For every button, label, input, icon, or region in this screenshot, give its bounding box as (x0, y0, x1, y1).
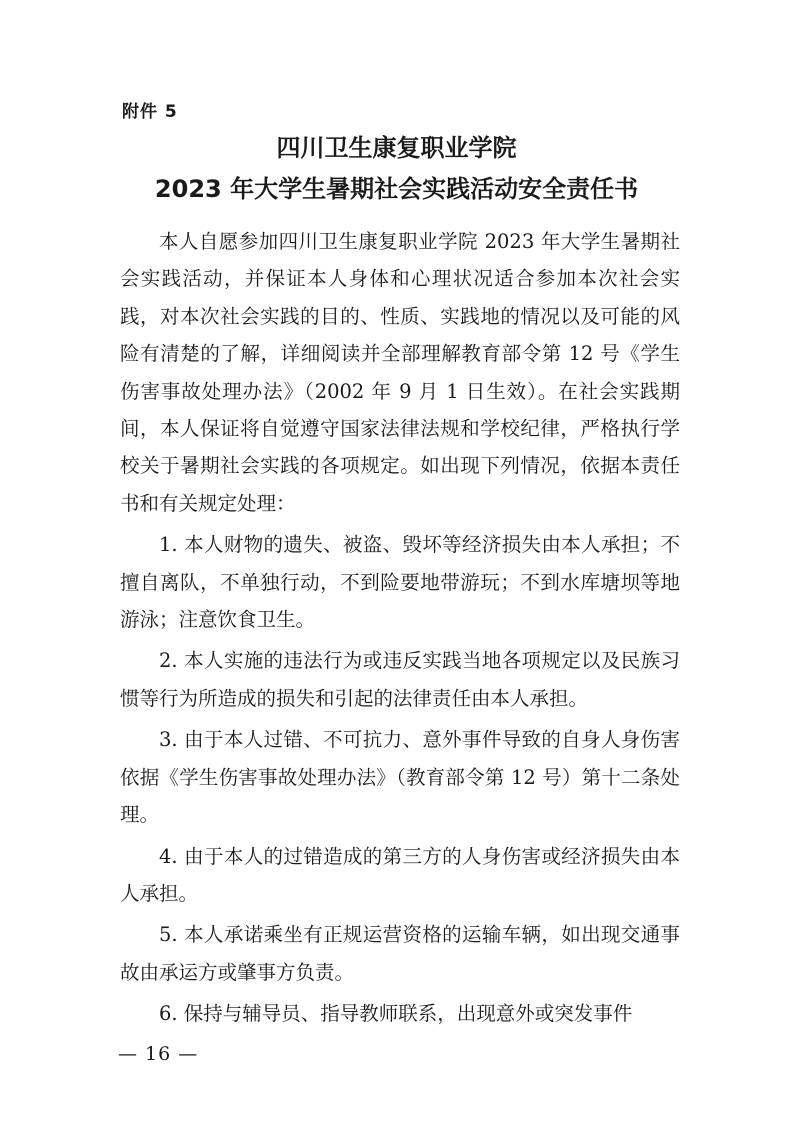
title-line-2: 2023 年大学生暑期社会实践活动安全责任书 (154, 175, 639, 203)
clause-5: 5. 本人承诺乘坐有正规运营资格的运输车辆，如出现交通事故由承运方或肇事方负责。 (120, 923, 680, 984)
page-number: — 16 — (118, 1043, 199, 1065)
clause-6: 6. 保持与辅导员、指导教师联系，出现意外或突发事件 (159, 1002, 633, 1026)
clause-1: 1. 本人财物的遗失、被盗、毁坏等经济损失由本人承担；不擅自离队，不单独行动，不到险要地带游玩；不到水库塘坝等地游泳；注意饮食卫生。 (120, 533, 680, 632)
clause-3: 3. 由于本人过错、不可抗力、意外事件导致的自身人身伤害依据《学生伤害事故处理办法》（教育部令第 12 号）第十二条处理。 (120, 728, 680, 827)
title-line-1: 四川卫生康复职业学院 (276, 134, 517, 162)
clause-4: 4. 由于本人的过错造成的第三方的人身伤害或经济损失由本人承担。 (120, 844, 680, 905)
intro-paragraph: 本人自愿参加四川卫生康复职业学院 2023 年大学生暑期社会实践活动，并保证本人身体和心理状况适合参加本次社会实践，对本次社会实践的目的、性质、实践地的情况以及可能的风险有清楚的了解，详细阅读并全部理解教育部令第 12 号《学生伤害事故处理办法》（2002 年 9 月 1 日生效）。在社会实践期间，本人保证将自觉遵守国家法律法规和学校纪律，严格执行学校关于暑期社会实践的各项规定。如出现下列情况，依据本责任书和有关规定处理： (120, 230, 680, 515)
document-title (100, 128, 693, 210)
document-body (120, 223, 680, 1033)
clause-2: 2. 本人实施的违法行为或违反实践当地各项规定以及民族习惯等行为所造成的损失和引起的法律责任由本人承担。 (120, 649, 680, 710)
attachment-label: 附件 5 (122, 102, 178, 122)
